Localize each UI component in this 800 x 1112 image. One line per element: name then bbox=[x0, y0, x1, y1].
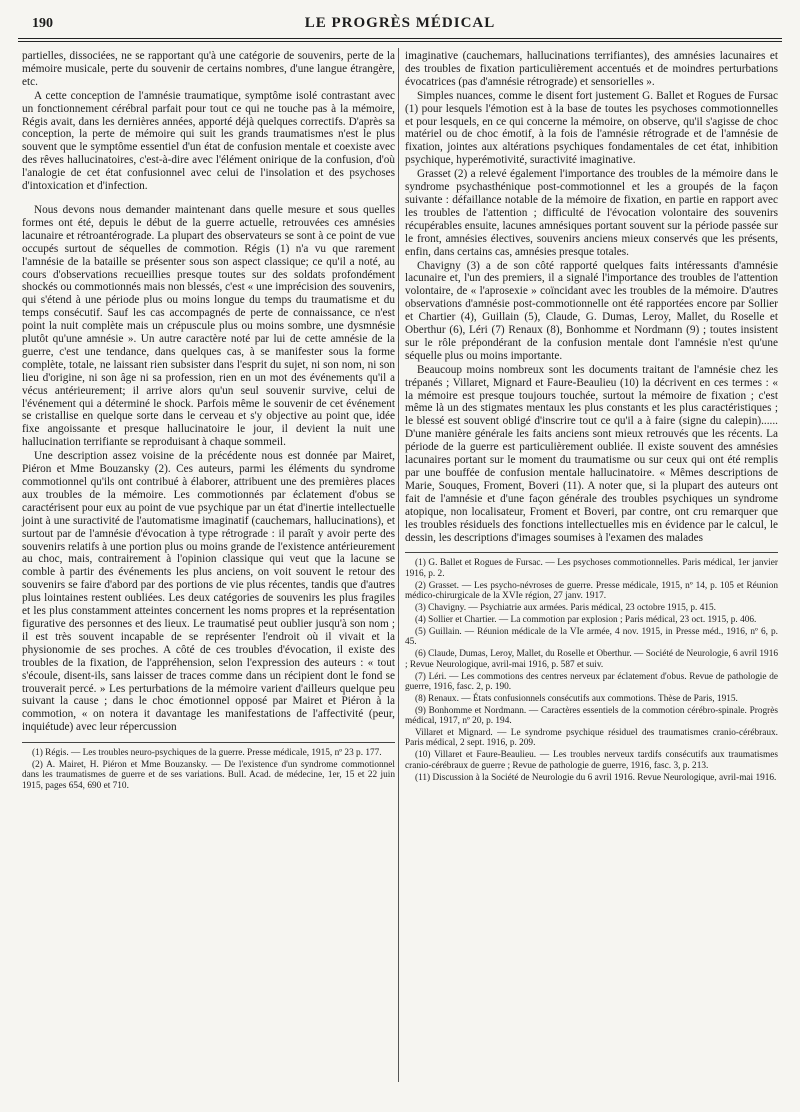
body-paragraph: Chavigny (3) a de son côté rapporté quelques faits intéressants d'amnésie lacunaire et, l'un des premiers, il a signalé l'importance des troubles de l'attention volontaire, de « l'aprosexie » coïncidant avec les troubles de la mémoire. D'autres observations d'amnésie post-commotionnelle ont été rapportées encore par Sollier et Chartier (4), Guillain (5), Claude, G. Dumas, Leroy, Mallet, du Roselle et Oberthur (6), Léri (7) Renaux (8), Bonhomme et Nordmann (9) ; toutes insistent sur le rôle prépondérant de la confusion mentale dont l'amnésie n'est qu'une séquelle plus ou moins importante. bbox=[405, 259, 778, 362]
body-paragraph: Une description assez voisine de la précédente nous est donnée par Mairet, Piéron et Mme Bouzansky (2). Ces auteurs, parmi les éléments du syndrome commotionnel qu'ils ont contribué à élaborer, attribuent une des premières places aux troubles de la mémoire. Les commotionnés par éclatement d'obus se caractérisent pour eux au point de vue psychique par un état d'inertie intellectuelle joint à une suractivité de l'automatisme imaginatif (cauchemars, hallucinations), et surtout par de l'amnésie d'évocation à type rétrograde : il paraît y avoir perte des souvenirs relatifs à une portion plus ou moins grande de l'existence antérieurement au choc, mais, contrairement à l'opinion classique qui veut que la lacune se comble à partir des événements les plus anciens, on voit souvent le retour des souvenirs se faire d'abord par des portions de vie plus récentes, tandis que d'autres plus lointaines restent oubliées. Les deux catégories de souvenirs les plus fragiles et les plus constamment atteintes concernent les noms propres et la représentation figurative des personnes et des lieux. Le traumatisé peut oublier jusqu'à son nom ; il est très souvent incapable de se représenter l'endroit où il vivait et la physionomie de ses proches. A côté de ces troubles d'évocation, il existe des troubles de la fixation, de l'appréhension, selon l'expression des auteurs : « tout s'écoule, disent-ils, sans laisser de traces comme dans un récipient dont le fond se trouverait percé. » Les perturbations de la mémoire varient d'ailleurs quelque peu suivant la cause ; dans le choc émotionnel opposé par Mairet et Piéron à la commotion, « on notera it davantage les manifestations de l'affectivité (peur, inquiétude) avec leur répercussion bbox=[22, 450, 395, 734]
footnote: (2) Grasset. — Les psycho-névroses de guerre. Presse médicale, 1915, nº 14, p. 105 et Réunion médico-chirurgicale de la XVIe région, 27 janv. 1917. bbox=[405, 580, 778, 602]
footnote: (6) Claude, Dumas, Leroy, Mallet, du Roselle et Oberthur. — Société de Neurologie, 6 avril 1916 ; Revue Neurologique, avril-mai 1916, p. 587 et suiv. bbox=[405, 649, 778, 670]
page-header bbox=[18, 12, 782, 34]
footnote: (4) Sollier et Chartier. — La commotion par explosion ; Paris médical, 23 oct. 1915, p. 406. bbox=[415, 614, 757, 625]
footnote: (7) Léri. — Les commotions des centres nerveux par éclatement d'obus. Revue de pathologie de guerre, 1916, fasc. 2, p. 190. bbox=[405, 671, 778, 692]
body-paragraph: imaginative (cauchemars, hallucinations terrifiantes), des amnésies lacunaires et des troubles de fixation particulièrement accentués et de moindres perturbations évocatrices (pas d'amnésie rétrograde) et sensorielles ». bbox=[405, 50, 778, 88]
body-paragraph: Beaucoup moins nombreux sont les documents traitant de l'amnésie chez les trépanés ; Villaret, Mignard et Faure-Beaulieu (10) la décrivent en ces termes : « la mémoire est presque toujours touchée, surtout la mémoire de fixation ; c'est même là un des stigmates mentaux les plus constants et les plus caractéristiques ; le blessé est souvent obligé d'inscrire tout ce qu'il a à faire (signe du calepin)...... D'une manière générale les faits anciens sont mieux retrouvés que les récents. La période de la guerre est particulièrement oubliée. Il existe souvent des amnésies lacunaires portant sur le moment du traumatisme ou sur ceux qui ont été remplis par une bouffée de confusion mentale hallucinatoire. « Mêmes descriptions de Marie, Souques, Froment, Boveri (11). A noter que, si la plupart des auteurs ont fait de l'amnésie et d'une façon générale des troubles psychiques un syndrome atopique, non localisateur, Froment et Boveri, par contre, ont cru remarquer que les troubles résiduels des fonctions intellectuelles mis en évidence par le calcul, le dessin, les descriptions d'images soumises à l'examen des malades bbox=[405, 363, 778, 544]
footnote: (5) Guillain. — Réunion médicale de la VIe armée, 4 nov. 1915, in Presse méd., 1916, nº 6, p. 45. bbox=[405, 626, 778, 648]
body-paragraph: A cette conception de l'amnésie traumatique, symptôme isolé contrastant avec un fonctionnement cérébral parfait pour tout ce qui ne touche pas à la mémoire, Régis avait, dans les dernières années, apporté déjà quelques correctifs. D'après sa conception, la perte de mémoire qui suit les grands traumatismes n'est le plus souvent que le symptôme essentiel d'un état de confusion mentale et coexiste avec des rêves hallucinatoires, c'est-à-dire avec l'élément onirique de la confusion, d'où l'analogie de cet état confusionnel avec celui de l'insolation et des psychoses d'intoxication et d'infection. bbox=[22, 89, 395, 193]
left-column bbox=[22, 50, 395, 1080]
journal-title: LE PROGRÈS MÉDICAL bbox=[304, 15, 496, 31]
footnote: Villaret et Mignard. — Le syndrome psychique résiduel des traumatismes cranio-cérébraux. Paris médical, 2 sept. 1916, p. 209. bbox=[405, 728, 778, 749]
page-number: 190 bbox=[32, 16, 53, 31]
footnote: (10) Villaret et Faure-Beaulieu. — Les troubles nerveux tardifs consécutifs aux traumatismes cranio-cérébraux de guerre ; Revue de pathologie de guerre, 1916, fasc. 3, p. 213. bbox=[405, 750, 778, 771]
body-paragraph: partielles, dissociées, ne se rapportant qu'à une catégorie de souvenirs, perte de la mémoire musicale, perte du souvenir de certains nombres, d'une langue étrangère, etc. bbox=[22, 50, 395, 88]
right-column bbox=[405, 50, 778, 1080]
header-rule-thin bbox=[18, 41, 782, 42]
footnote: (11) Discussion à la Société de Neurologie du 6 avril 1916. Revue Neurologique, avril-mai 1916. bbox=[415, 772, 777, 783]
footnote: (3) Chavigny. — Psychiatrie aux armées. Paris médical, 23 octobre 1915, p. 415. bbox=[415, 603, 716, 614]
body-paragraph: Nous devons nous demander maintenant dans quelle mesure et sous quelles formes ont été, depuis le début de la guerre actuelle, retrouvées ces amnésies lacunaire et rétroantérograde. La plupart des observateurs se sont à ce point de vue occupés surtout de séquelles de commotion. Régis (1) n'a vu que rarement l'amnésie de la bataille se présenter sous son aspect classique; ce qu'il a noté, au cours d'observations recueillies presque toutes sur des soldats profondément shockés ou commotionnés mais non blessés, c'est « une imprécision des souvenirs, qui s'étend à une période plus ou moins longue du temps du traumatisme et du temps consécutif. Sauf les cas accompagnés de perte de connaissance, ce n'est point la nuit complète mais un crépuscule plus ou moins sombre, une dysmnésie plutôt qu'une amnésie ». Un autre caractère noté par lui de cette amnésie de la guerre, c'est une tendance, dans quelques cas, à se manifester sous la forme complète, totale, ne laissant rien subsister dans l'esprit du sujet, ni son nom, ni son lieu d'origine, ni son âge ni sa profession, rien en un mot des événements qu'il a vécus antérieurement; il arrive alors qu'un seul souvenir survive, celui de l'événement qui a déterminé le shock. Parfois même le souvenir de cet événement se cristallise en quelque sorte dans le cerveau et s'y objective au point que, idée fixe angoissante et presque hallucinatoire le jour, il devient la nuit une hallucination terrifiante se reproduisant à chaque sommeil. bbox=[22, 203, 395, 449]
header-rule bbox=[18, 38, 782, 39]
footnotes bbox=[405, 558, 778, 783]
footnote: (9) Bonhomme et Nordmann. — Caractères essentiels de la commotion cérébro-spinale. Progrès médical, 1917, nº 20, p. 194. bbox=[405, 705, 778, 727]
footnote: (1) Régis. — Les troubles neuro-psychiques de la guerre. Presse médicale, 1915, nº 23 p. 177. bbox=[32, 748, 382, 759]
footnote: (1) G. Ballet et Rogues de Fursac. — Les psychoses commotionnelles. Paris médical, 1er janvier 1916, p. 2. bbox=[405, 558, 778, 579]
footnote: (2) A. Mairet, H. Piéron et Mme Bouzansky. — De l'existence d'un syndrome commotionnel dans les traumatismes de guerre et de ses variations. Bull. Acad. de médecine, 1er, 15 et 22 juin 1915, pages 654, 690 et 710. bbox=[22, 760, 395, 791]
footnotes bbox=[22, 748, 395, 791]
body-paragraph: Simples nuances, comme le disent fort justement G. Ballet et Rogues de Fursac (1) pour lesquels l'émotion est à la base de toutes les psychoses commotionnelles et pour lesquels, en ce qui concerne la mémoire, on observe, qu'il s'agisse de choc matériel ou de choc émotif, à la fois de l'amnésie rétrograde et de l'amnésie de fixation, jointes aux altérations psychiques fondamentales de cet état, inhibition psychique, hyperémotivité, suractivité imaginative. bbox=[405, 89, 778, 167]
body-paragraph: Grasset (2) a relevé également l'importance des troubles de la mémoire dans le syndrome psychasthénique post-commotionnel et les a groupés de la façon suivante : défaillance notable de la mémoire de fixation, en partie en rapport avec les troubles de l'attention ; difficulté de l'évocation volontaire des souvenirs récupérables ensuite, lacunes amnésiques portant souvent sur la période passée sur le front, amnésies électives, souvenirs anciens mieux conservés que les présents, enfin, dans certains cas, amnésies presque totales. bbox=[405, 168, 778, 258]
footnote-rule bbox=[22, 742, 395, 743]
footnote-rule bbox=[405, 552, 778, 553]
footnote: (8) Renaux. — États confusionnels consécutifs aux commotions. Thèse de Paris, 1915. bbox=[415, 693, 738, 704]
column-divider bbox=[398, 48, 399, 1082]
